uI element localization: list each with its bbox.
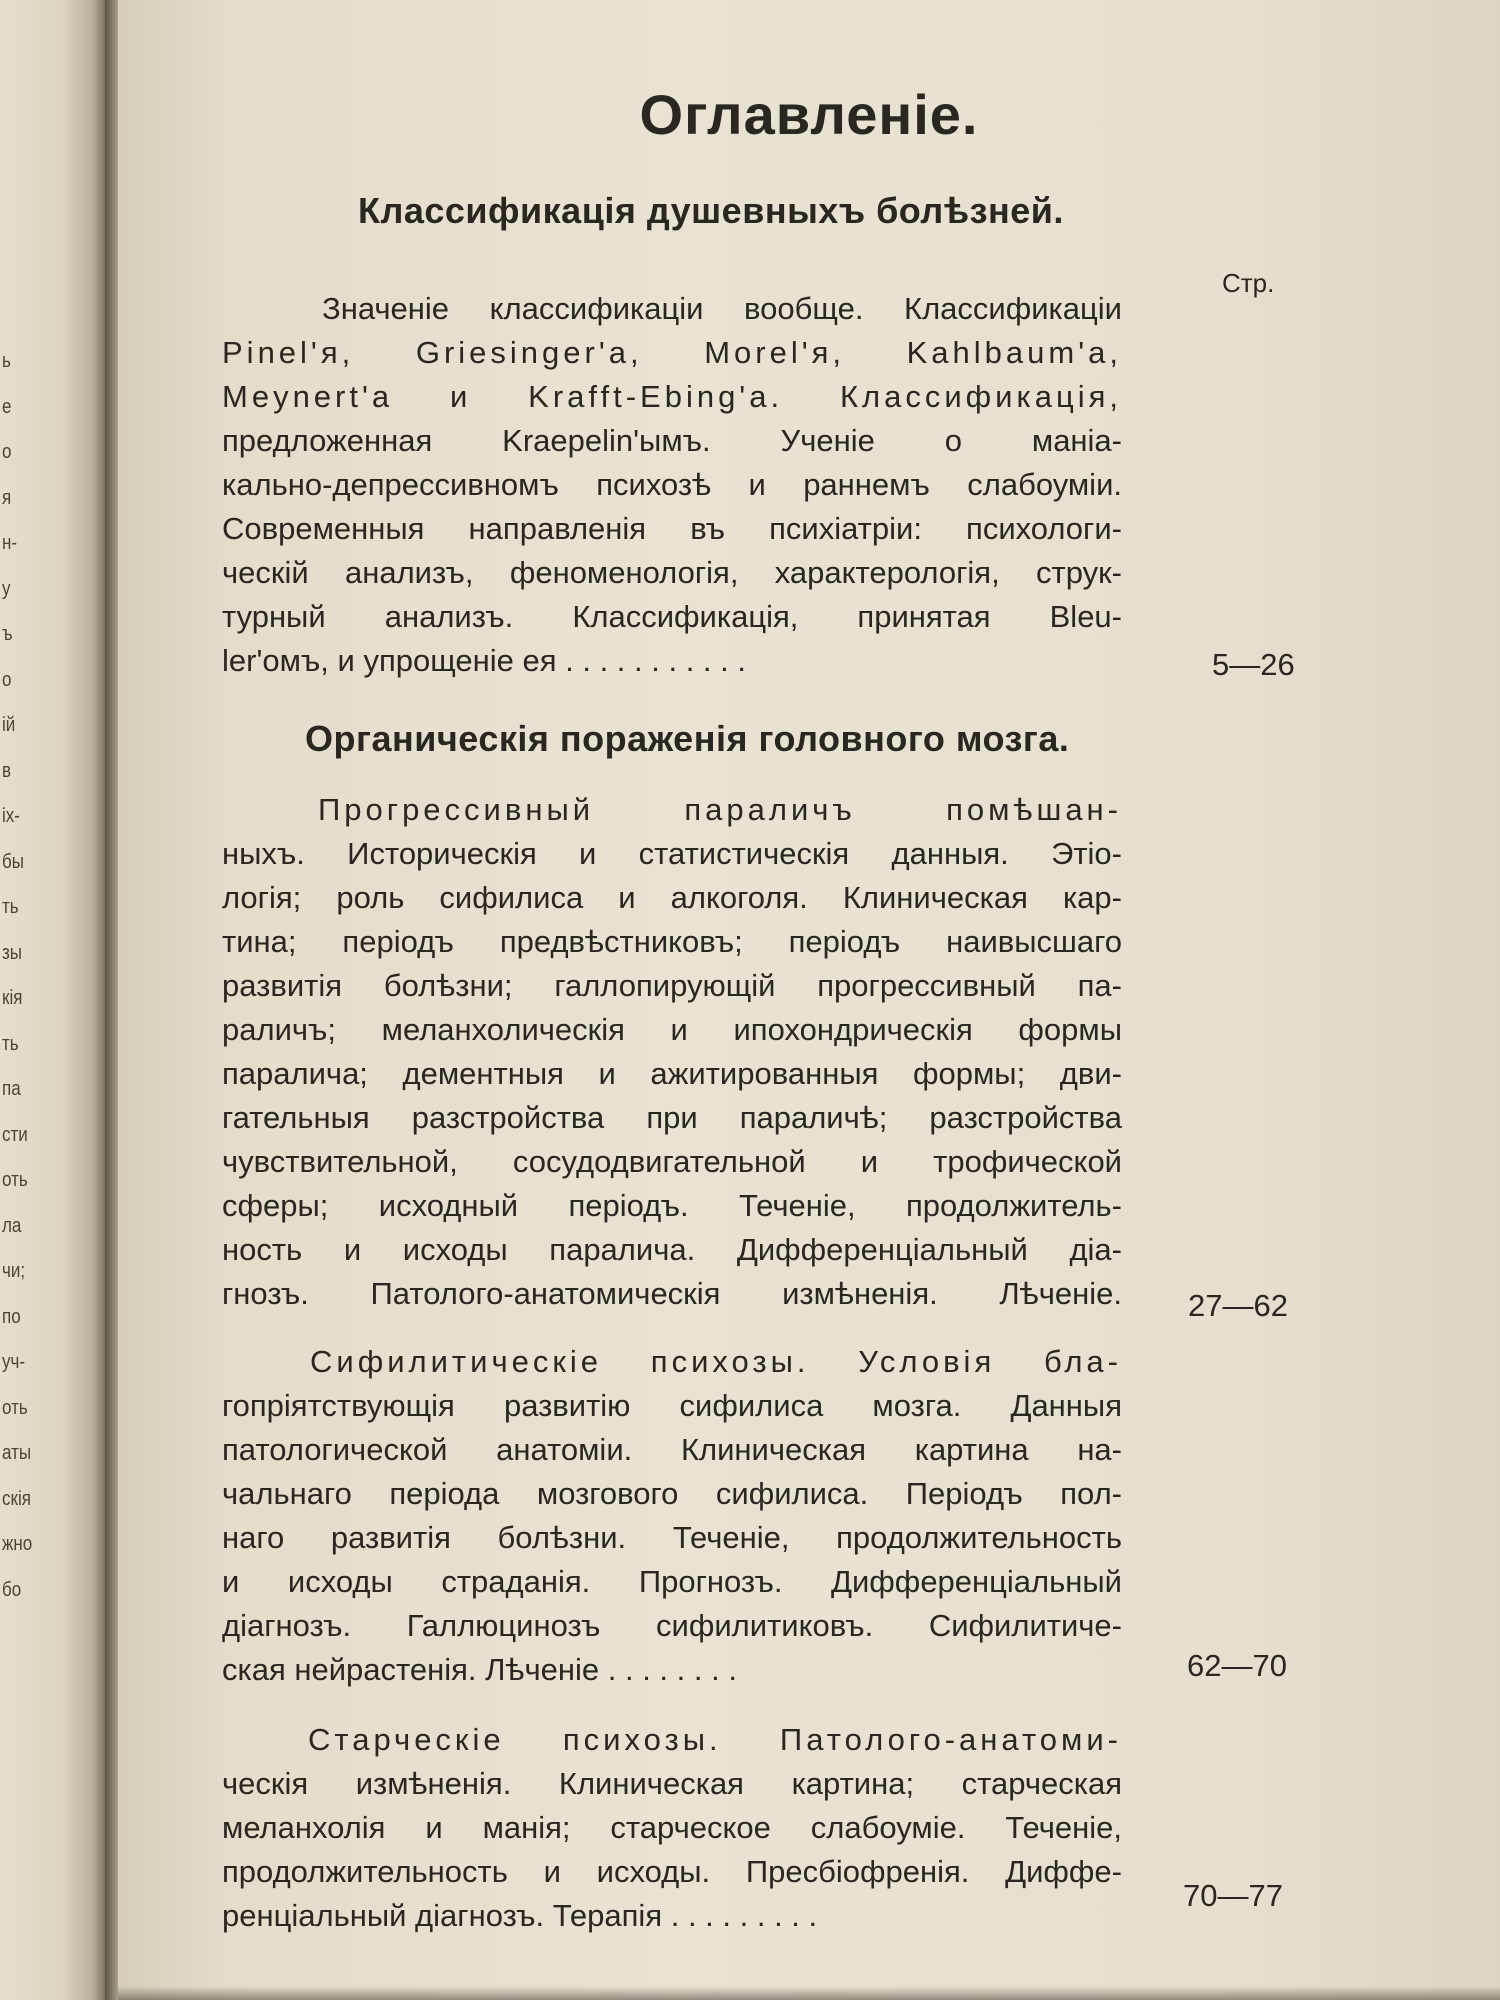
left-page-fragment: аты bbox=[2, 1442, 32, 1464]
left-page-fragment: я bbox=[2, 486, 12, 509]
entry-line: Прогрессивный параличъ помѣшан- bbox=[318, 792, 1122, 827]
entry-line: продолжительность и исходы. Пресбіофренія. Диффе- bbox=[222, 1854, 1122, 1889]
entry-line: Значеніе классификаціи вообще. Классификаціи bbox=[322, 291, 1122, 326]
left-page-fragment: ъ bbox=[2, 623, 13, 645]
entry-line: логія; роль сифилиса и алкоголя. Клиническая кар- bbox=[222, 880, 1122, 915]
entry-line: Сифилитическіе психозы. Условія бла- bbox=[310, 1344, 1122, 1379]
entry-page-range: 70—77 bbox=[1183, 1878, 1283, 1913]
left-page-fragment: оть bbox=[2, 1396, 28, 1419]
left-page-fragment: н- bbox=[2, 532, 18, 554]
entry-page-range: 62—70 bbox=[1187, 1648, 1287, 1683]
entry-page-range: 5—26 bbox=[1212, 647, 1295, 682]
left-page-fragment: бы bbox=[2, 850, 24, 873]
section-heading-classification: Классификація душевныхъ болѣзней. bbox=[358, 190, 1064, 231]
entry-line: ler'омъ, и упрощеніе ея . . . . . . . . . . . bbox=[222, 643, 746, 678]
left-page-fragment: ла bbox=[2, 1214, 22, 1237]
entry-line: ческій анализъ, феноменологія, характерологія, струк- bbox=[222, 555, 1122, 590]
entry-line: и исходы страданія. Прогнозъ. Дифференціальный bbox=[222, 1564, 1122, 1599]
entry-line: Meynert'a и Krafft-Ebing'a. Классификація, bbox=[222, 379, 1122, 414]
left-page-fragment: чи; bbox=[2, 1260, 26, 1282]
left-page-fragment: жно bbox=[2, 1533, 33, 1555]
entry-line: гнозъ. Патолого-анатомическія измѣненія. Лѣченіе. bbox=[222, 1276, 1122, 1311]
page-column-label: Стр. bbox=[1222, 268, 1275, 298]
left-page-fragment: е bbox=[2, 395, 12, 418]
entry-line: Старческіе психозы. Патолого-анатоми- bbox=[308, 1722, 1122, 1757]
left-page-fragment: па bbox=[2, 1078, 21, 1100]
left-page-fragment: о bbox=[2, 668, 12, 691]
left-page-fragment: ь bbox=[2, 350, 11, 372]
entry-line: діагнозъ. Галлюцинозъ сифилитиковъ. Сифилитиче- bbox=[222, 1608, 1122, 1643]
entry-line: раличъ; меланхолическія и ипохондрическія формы bbox=[222, 1012, 1122, 1047]
left-page-fragment: в bbox=[2, 759, 12, 782]
entry-line: развитія болѣзни; галлопирующій прогрессивный па- bbox=[222, 968, 1122, 1003]
left-page-fragment: о bbox=[2, 441, 12, 463]
left-page-fragment: сти bbox=[2, 1123, 28, 1146]
entry-line: наго развитія болѣзни. Теченіе, продолжительность bbox=[222, 1520, 1122, 1555]
entry-line: турный анализъ. Классификація, принятая Bleu- bbox=[222, 599, 1122, 634]
left-page-fragment: ій bbox=[2, 714, 16, 736]
entry-line: Современныя направленія въ психіатріи: психологи- bbox=[222, 511, 1122, 546]
left-page-fragment: уч- bbox=[2, 1351, 26, 1373]
left-page-fragment: у bbox=[2, 577, 11, 600]
left-page-fragment: ть bbox=[2, 1032, 19, 1055]
entry-line: ческія измѣненія. Клиническая картина; старческая bbox=[222, 1766, 1122, 1801]
page-bottom-shadow bbox=[118, 1986, 1500, 2000]
entry-line: гательныя разстройства при параличѣ; разстройства bbox=[222, 1100, 1122, 1135]
entry-line: ская нейрастенія. Лѣченіе . . . . . . . . bbox=[222, 1652, 737, 1687]
left-page-fragment: бо bbox=[2, 1578, 22, 1601]
left-page-fragment: по bbox=[2, 1305, 21, 1328]
entry-page-range: 27—62 bbox=[1188, 1288, 1288, 1323]
left-page-fragment: скія bbox=[2, 1487, 31, 1510]
entry-line: кально-депрессивномъ психозѣ и раннемъ слабоуміи. bbox=[222, 467, 1122, 502]
entry-line: предложенная Kraepelin'ымъ. Ученіе о маніа- bbox=[222, 423, 1122, 458]
entry-line: чальнаго періода мозгового сифилиса. Періодъ пол- bbox=[222, 1476, 1122, 1511]
entry-line: чувствительной, сосудодвигательной и трофической bbox=[222, 1144, 1122, 1179]
left-page-fragment: іх- bbox=[2, 805, 20, 827]
entry-line: ность и исходы паралича. Дифференціальный діа- bbox=[222, 1232, 1122, 1267]
left-page-fragment: оть bbox=[2, 1169, 28, 1191]
entry-line: меланхолія и манія; старческое слабоуміе. Теченіе, bbox=[222, 1810, 1122, 1845]
left-page-fragment: ть bbox=[2, 896, 19, 918]
entry-line: тина; періодъ предвѣстниковъ; періодъ наивысшаго bbox=[222, 924, 1122, 959]
section-heading-organic: Органическія пораженія головного мозга. bbox=[305, 718, 1070, 759]
entry-line: гопріятствующія развитію сифилиса мозга. Данныя bbox=[222, 1388, 1122, 1423]
entry-line: паралича; дементныя и ажитированныя формы; дви- bbox=[222, 1056, 1122, 1091]
entry-line: сферы; исходный періодъ. Теченіе, продолжитель- bbox=[222, 1188, 1122, 1223]
entry-line: патологической анатоміи. Клиническая картина на- bbox=[222, 1432, 1122, 1467]
entry-line: ренціальный діагнозъ. Терапія . . . . . . . . . bbox=[222, 1898, 818, 1933]
left-page-fragment: кія bbox=[2, 987, 23, 1009]
entry-line: ныхъ. Историческія и статистическія данныя. Этіо- bbox=[222, 836, 1122, 871]
left-page-fragment: зы bbox=[2, 941, 23, 964]
entry-line: Pinel'я, Griesinger'a, Morel'я, Kahlbaum'a, bbox=[222, 335, 1122, 370]
previous-page-edge bbox=[0, 0, 105, 2000]
page-title: Оглавленіе. bbox=[639, 83, 979, 146]
